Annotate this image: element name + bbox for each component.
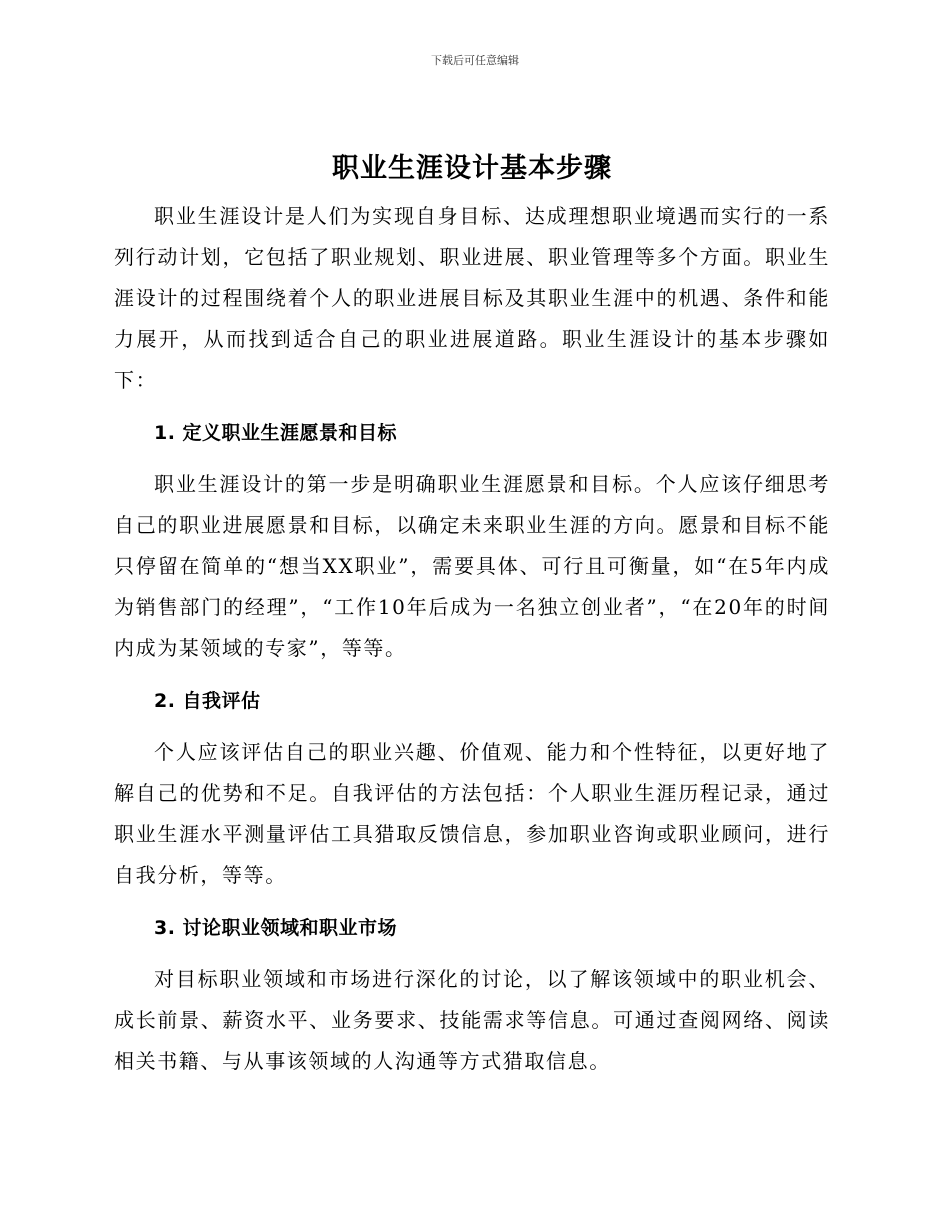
document-body [114, 146, 830, 1082]
section-heading-market: 3. 讨论职业领域和职业市场 [154, 917, 398, 939]
page-header [0, 54, 950, 68]
section-heading-vision: 1. 定义职业生涯愿景和目标 [154, 422, 398, 444]
section-body-market: 对目标职业领域和市场进行深化的讨论，以了解该领域中的职业机会、成长前景、薪资水平、业务要求、技能需求等信息。可通过查阅网络、阅读相关书籍、与从事该领域的人沟通等方式猎取信息。 [114, 967, 830, 1073]
header-note: 下载后可任意编辑 [431, 54, 519, 67]
section-heading-self-assessment: 2. 自我评估 [154, 690, 261, 712]
intro-paragraph: 职业生涯设计是人们为实现自身目标、达成理想职业境遇而实行的一系列行动计划，它包括了职业规划、职业进展、职业管理等多个方面。职业生涯设计的过程围绕着个人的职业进展目标及其职业生涯中的机遇、条件和能力展开，从而找到适合自己的职业进展道路。职业生涯设计的基本步骤如下： [114, 204, 830, 392]
section-body-self-assessment: 个人应该评估自己的职业兴趣、价值观、能力和个性特征，以更好地了解自己的优势和不足。自我评估的方法包括：个人职业生涯历程记录，通过职业生涯水平测量评估工具猎取反馈信息，参加职业咨询或职业顾问，进行自我分析，等等。 [114, 740, 830, 887]
section-body-vision: 职业生涯设计的第一步是明确职业生涯愿景和目标。个人应该仔细思考自己的职业进展愿景和目标，以确定未来职业生涯的方向。愿景和目标不能只停留在简单的“想当XX职业”，需要具体、可行且可衡量，如“在5年内成为销售部门的经理”，“工作10年后成为一名独立创业者”，“在20年的时间内成为某领域的专家”，等等。 [114, 472, 830, 660]
document-title: 职业生涯设计基本步骤 [332, 153, 612, 184]
